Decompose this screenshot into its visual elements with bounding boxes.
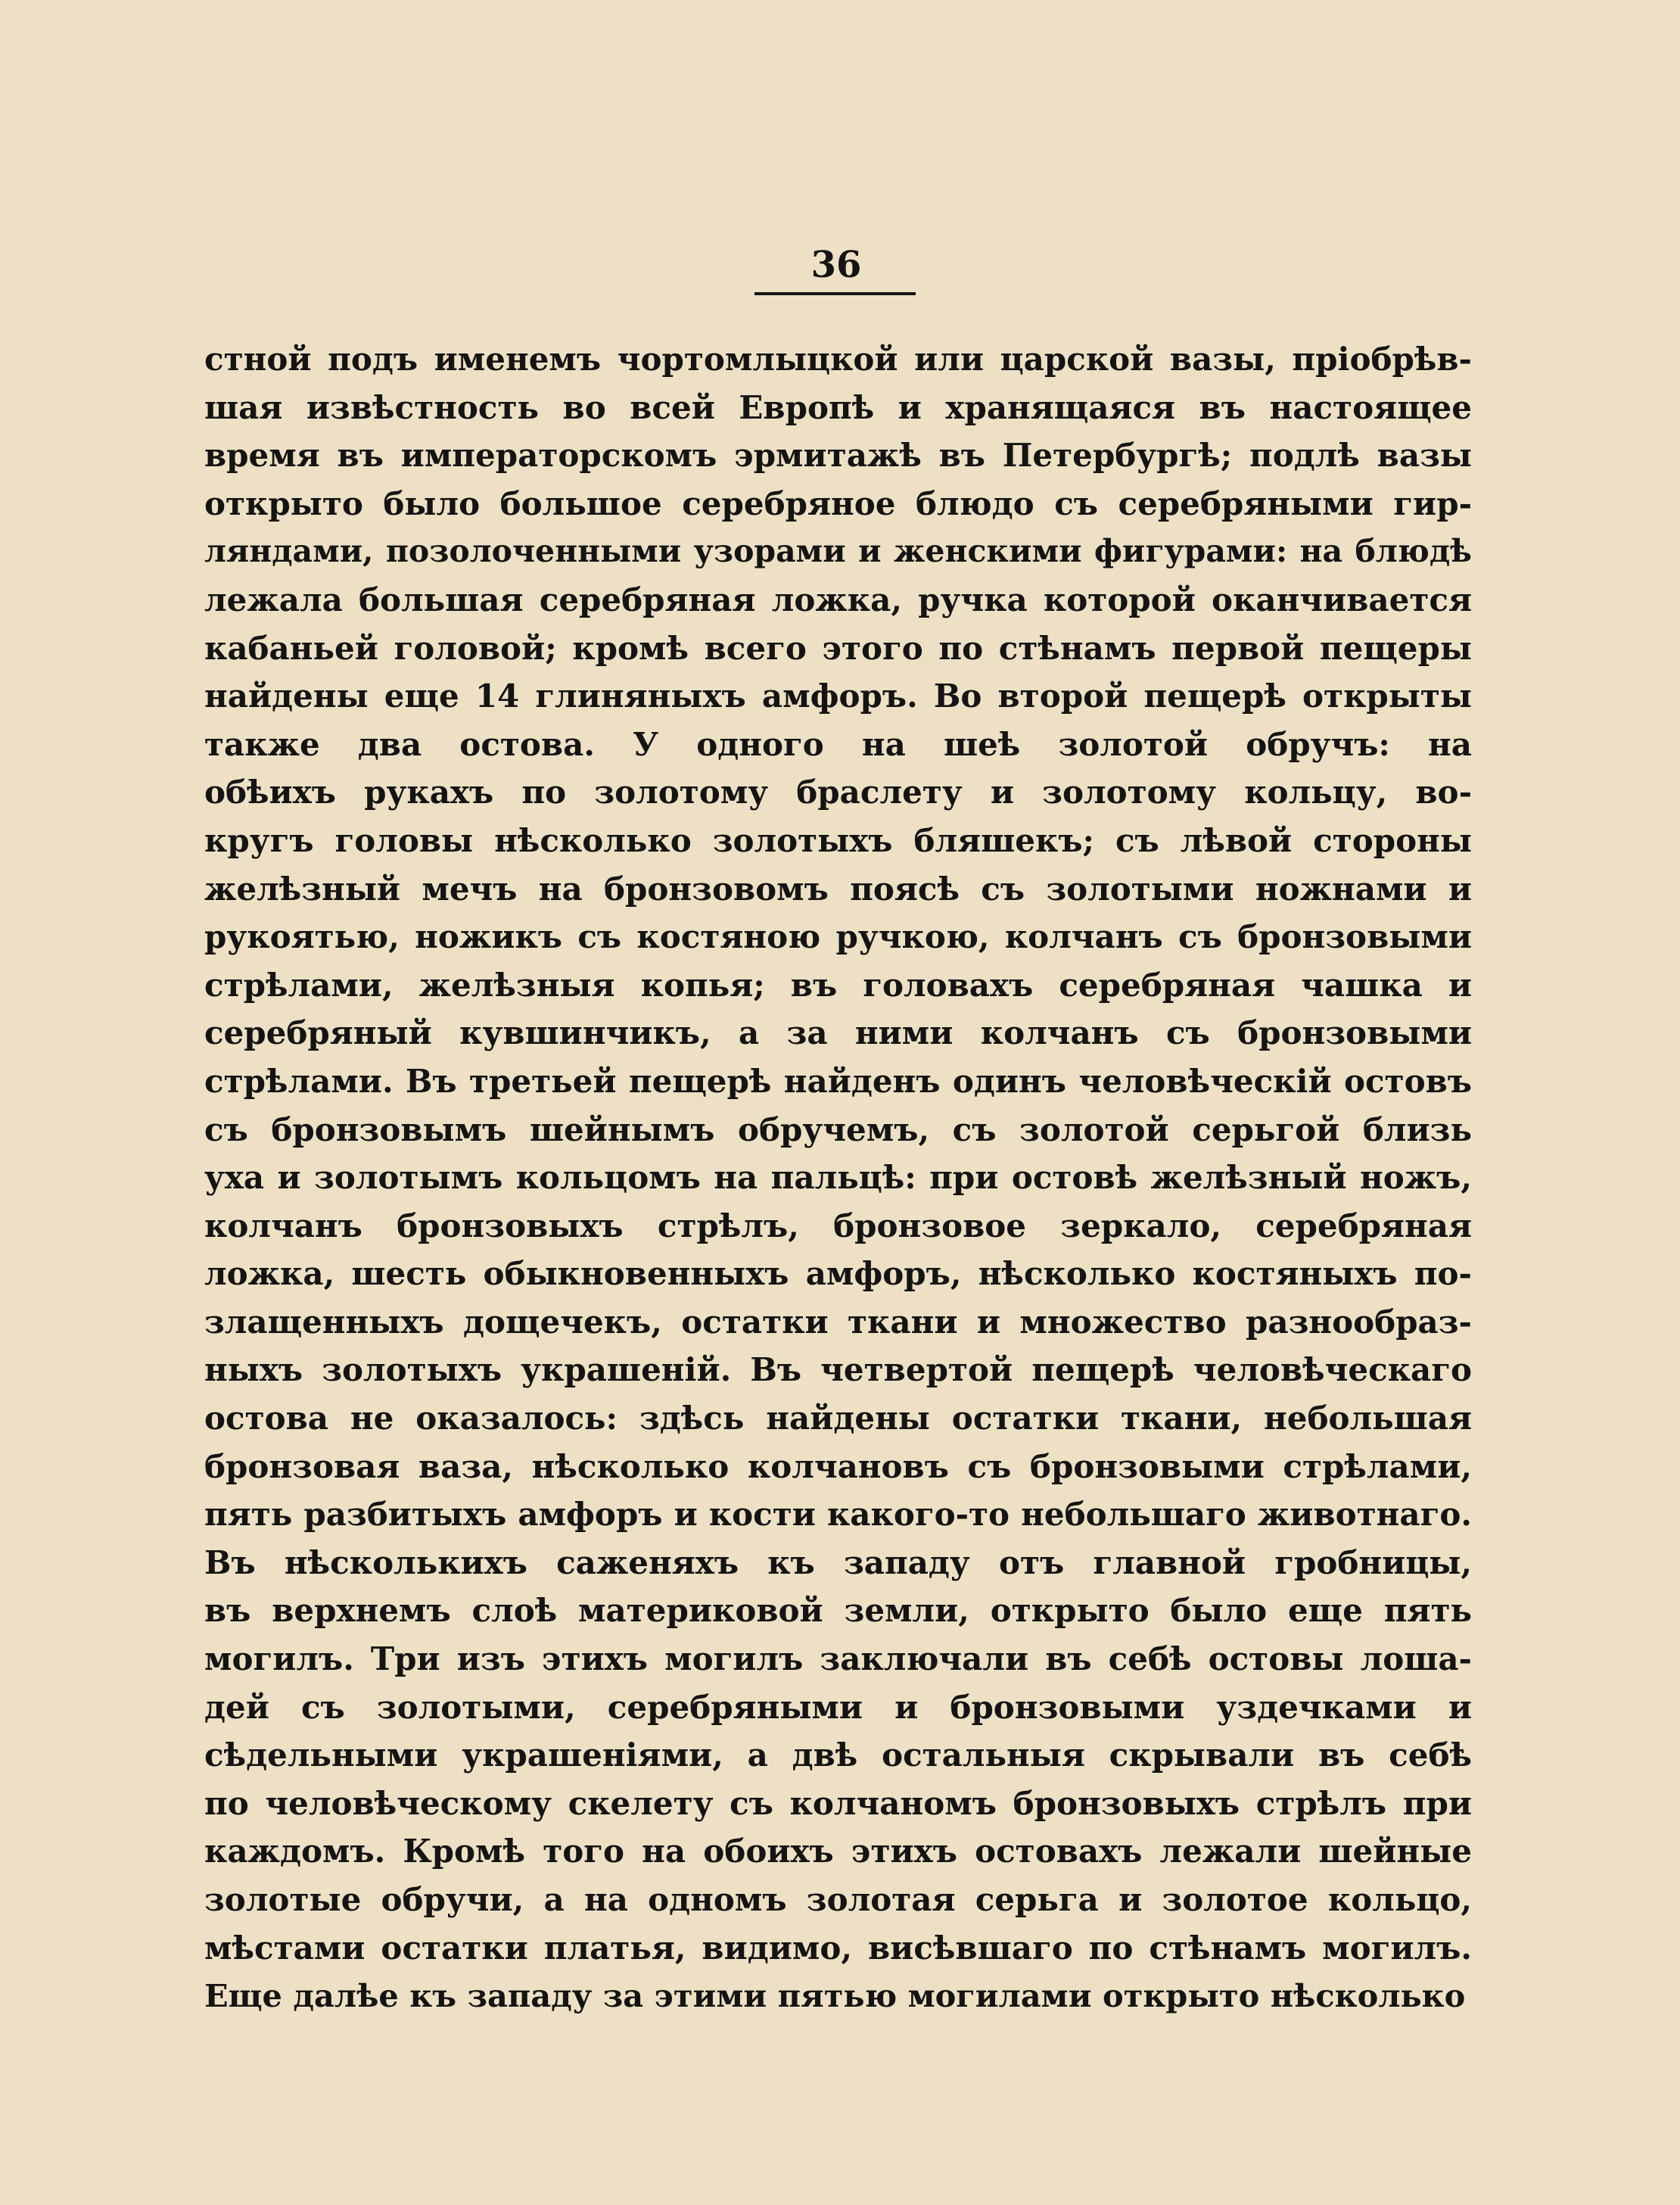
text-line: ныхъ золотыхъ украшеній. Въ четвертой пещерѣ человѣческаго: [204, 1351, 1472, 1389]
text-line: пять разбитыхъ амфоръ и кости какого-то небольшаго животнаго.: [204, 1496, 1472, 1534]
text-line: каждомъ. Кромѣ того на обоихъ этихъ остовахъ лежали шейные: [204, 1833, 1472, 1870]
text-line: Еще далѣе къ западу за этими пятью могилами открыто нѣсколько: [204, 1977, 1466, 2015]
page-number: 36: [810, 244, 862, 286]
text-line: сѣдельными украшеніями, а двѣ остальныя скрывали въ себѣ: [204, 1736, 1472, 1774]
text-line: серебряный кувшинчикъ, а за ними колчанъ съ бронзовыми: [204, 1014, 1472, 1052]
text-line: въ верхнемъ слоѣ материковой земли, открыто было еще пять: [204, 1592, 1472, 1630]
text-line: могилъ. Три изъ этихъ могилъ заключали въ себѣ остовы лоша-: [204, 1640, 1472, 1678]
body-text: [204, 335, 1472, 2020]
page-number-rule: [754, 292, 916, 295]
text-line: время въ императорскомъ эрмитажѣ въ Петербургѣ; подлѣ вазы: [204, 437, 1472, 475]
text-line: стрѣлами. Въ третьей пещерѣ найденъ одинъ человѣческій остовъ: [204, 1062, 1472, 1100]
text-line: ляндами, позолоченными узорами и женскими фигурами: на блюдѣ: [204, 533, 1472, 570]
text-line: стной подъ именемъ чортомлыцкой или царской вазы, пріобрѣв-: [204, 341, 1472, 378]
text-line: лежала большая серебряная ложка, ручка которой оканчивается: [204, 581, 1472, 618]
text-line: рукоятью, ножикъ съ костяною ручкою, колчанъ съ бронзовыми: [204, 918, 1472, 956]
text-line: дей съ золотыми, серебряными и бронзовыми уздечками и: [204, 1688, 1472, 1726]
text-line: мѣстами остатки платья, видимо, висѣвшаго по стѣнамъ могилъ.: [204, 1929, 1472, 1967]
text-line: Въ нѣсколькихъ саженяхъ къ западу отъ главной гробницы,: [204, 1543, 1472, 1581]
text-line: золотые обручи, а на одномъ золотая серьга и золотое кольцо,: [204, 1881, 1472, 1918]
text-line: обѣихъ рукахъ по золотому браслету и золотому кольцу, во-: [204, 774, 1472, 811]
text-line: также два остова. У одного на шеѣ золотой обручъ: на: [204, 725, 1472, 763]
text-line: уха и золотымъ кольцомъ на пальцѣ: при остовѣ желѣзный ножъ,: [204, 1159, 1472, 1197]
text-line: бронзовая ваза, нѣсколько колчановъ съ бронзовыми стрѣлами,: [204, 1447, 1472, 1485]
text-line: кабаньей головой; кромѣ всего этого по стѣнамъ первой пещеры: [204, 629, 1472, 667]
text-line: стрѣлами, желѣзныя копья; въ головахъ серебряная чашка и: [204, 966, 1472, 1004]
text-line: шая извѣстность во всей Европѣ и хранящаяся въ настоящее: [204, 388, 1472, 426]
text-line: съ бронзовымъ шейнымъ обручемъ, съ золотой серьгой близь: [204, 1110, 1472, 1148]
text-line: ложка, шесть обыкновенныхъ амфоръ, нѣсколько костяныхъ по-: [204, 1255, 1472, 1293]
text-line: открыто было большое серебряное блюдо съ серебряными гир-: [204, 484, 1472, 522]
text-line: найдены еще 14 глиняныхъ амфоръ. Во второй пещерѣ открыты: [204, 677, 1472, 715]
text-line: колчанъ бронзовыхъ стрѣлъ, бронзовое зеркало, серебряная: [204, 1207, 1472, 1244]
text-line: желѣзный мечъ на бронзовомъ поясѣ съ золотыми ножнами и: [204, 870, 1472, 908]
text-line: кругъ головы нѣсколько золотыхъ бляшекъ; съ лѣвой стороны: [204, 821, 1472, 859]
text-line: злащенныхъ дощечекъ, остатки ткани и множество разнообраз-: [204, 1303, 1472, 1341]
text-line: остова не оказалось: здѣсь найдены остатки ткани, небольшая: [204, 1400, 1472, 1437]
text-line: по человѣческому скелету съ колчаномъ бронзовыхъ стрѣлъ при: [204, 1784, 1472, 1822]
